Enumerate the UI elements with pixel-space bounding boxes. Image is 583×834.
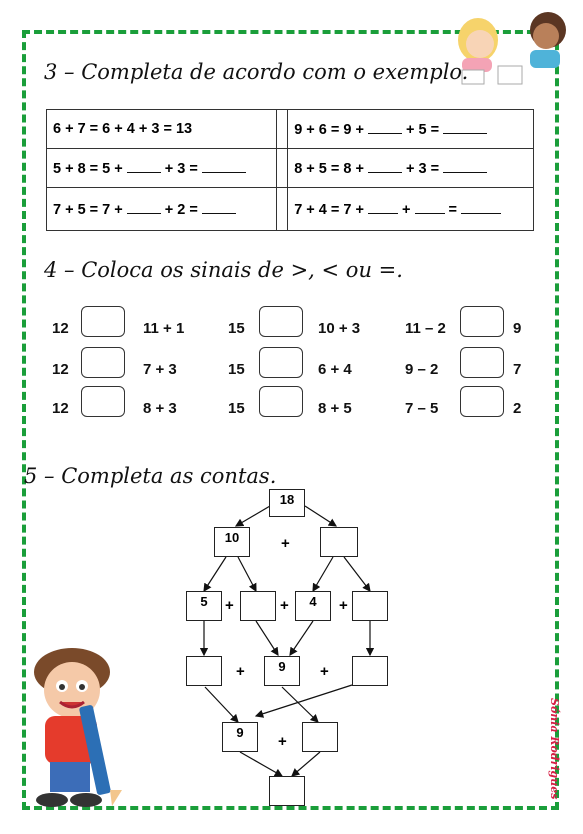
plus-sign: + <box>236 663 245 680</box>
answer-box[interactable] <box>352 656 388 686</box>
compare-right-value: 7 <box>513 361 522 378</box>
compare-right-value: 6 + 4 <box>318 361 352 378</box>
plus-sign: + <box>339 597 348 614</box>
section-3-title: 3 – Completa de acordo com o exemplo. <box>44 60 469 84</box>
compare-left-value: 12 <box>52 361 69 378</box>
compare-right-value: 11 + 1 <box>143 320 185 337</box>
section-4-title: 4 – Coloca os sinais de >, < ou =. <box>44 258 403 282</box>
compare-left-value: 9 – 2 <box>405 361 439 378</box>
answer-box[interactable] <box>352 591 388 621</box>
tree-box: 10 <box>214 527 250 557</box>
example-cell: 6 + 7 = 6 + 4 + 3 = 13 <box>47 110 277 149</box>
section-5-title: 5 – Completa as contas. <box>24 464 277 488</box>
exercise-cell: 7 + 4 = 7 + + = <box>288 188 534 231</box>
compare-left-value: 12 <box>52 400 69 417</box>
plus-sign: + <box>320 663 329 680</box>
compare-right-value: 2 <box>513 400 522 417</box>
exercise-cell: 8 + 5 = 8 + + 3 = <box>288 149 534 188</box>
tree-box: 4 <box>295 591 331 621</box>
plus-sign: + <box>280 597 289 614</box>
compare-left-value: 15 <box>228 400 245 417</box>
answer-box[interactable] <box>320 527 358 557</box>
compare-left-value: 12 <box>52 320 69 337</box>
answer-box[interactable] <box>240 591 276 621</box>
tree-box: 5 <box>186 591 222 621</box>
author-signature: Sónia Rodrigues <box>548 698 561 800</box>
compare-left-value: 7 – 5 <box>405 400 439 417</box>
plus-sign: + <box>225 597 234 614</box>
compare-left-value: 11 – 2 <box>405 320 446 337</box>
plus-sign: + <box>281 535 290 552</box>
exercise-cell: 7 + 5 = 7 + + 2 = <box>47 188 277 231</box>
tree-box-top: 18 <box>269 489 305 517</box>
exercise-cell: 9 + 6 = 9 + + 5 = <box>288 110 534 149</box>
compare-right-value: 9 <box>513 320 522 337</box>
answer-box[interactable] <box>186 656 222 686</box>
tree-box: 9 <box>264 656 300 686</box>
compare-right-value: 8 + 3 <box>143 400 177 417</box>
plus-sign: + <box>278 733 287 750</box>
compare-right-value: 8 + 5 <box>318 400 352 417</box>
compare-right-value: 10 + 3 <box>318 320 361 337</box>
compare-right-value: 7 + 3 <box>143 361 177 378</box>
answer-box-final[interactable] <box>269 776 305 806</box>
compare-left-value: 15 <box>228 361 245 378</box>
tree-box: 9 <box>222 722 258 752</box>
compare-left-value: 15 <box>228 320 245 337</box>
exercise-cell: 5 + 8 = 5 + + 3 = <box>47 149 277 188</box>
answer-box[interactable] <box>302 722 338 752</box>
